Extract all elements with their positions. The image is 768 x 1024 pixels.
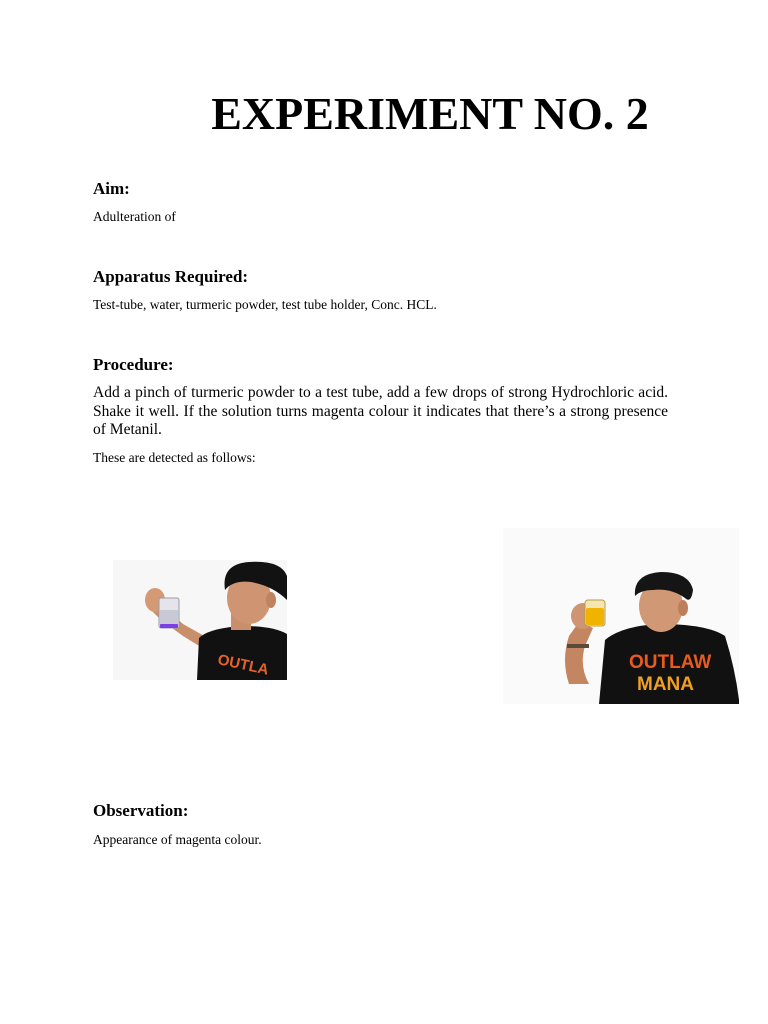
shirt-print-right-line1: OUTLAW: [629, 652, 712, 673]
experiment-photo-right: [503, 528, 739, 704]
experiment-photo-left: [113, 560, 287, 680]
apparatus-text: Test-tube, water, turmeric powder, test tube holder, Conc. HCL.: [93, 297, 437, 312]
apparatus-heading: Apparatus Required:: [93, 267, 249, 286]
aim-heading: Aim:: [93, 179, 130, 198]
observation-text: Appearance of magenta colour.: [93, 832, 262, 847]
page-title: EXPERIMENT NO. 2: [211, 88, 649, 139]
procedure-heading: Procedure:: [93, 355, 174, 374]
aim-text: Adulteration of: [93, 209, 176, 224]
shirt-print-right-line2: MANA: [637, 674, 694, 695]
procedure-note: These are detected as follows:: [93, 450, 256, 465]
observation-heading: Observation:: [93, 801, 189, 820]
test-tube-left: [159, 598, 179, 628]
procedure-text: Add a pinch of turmeric powder to a test tube, add a few drops of strong Hydrochloric acid. Shake it well. If the solution turns magenta colour it indicates that there’s a strong presence of Metanil.: [93, 384, 668, 438]
shirt-print-left: OUTLA: [216, 651, 271, 679]
test-glass-right: [585, 600, 605, 626]
